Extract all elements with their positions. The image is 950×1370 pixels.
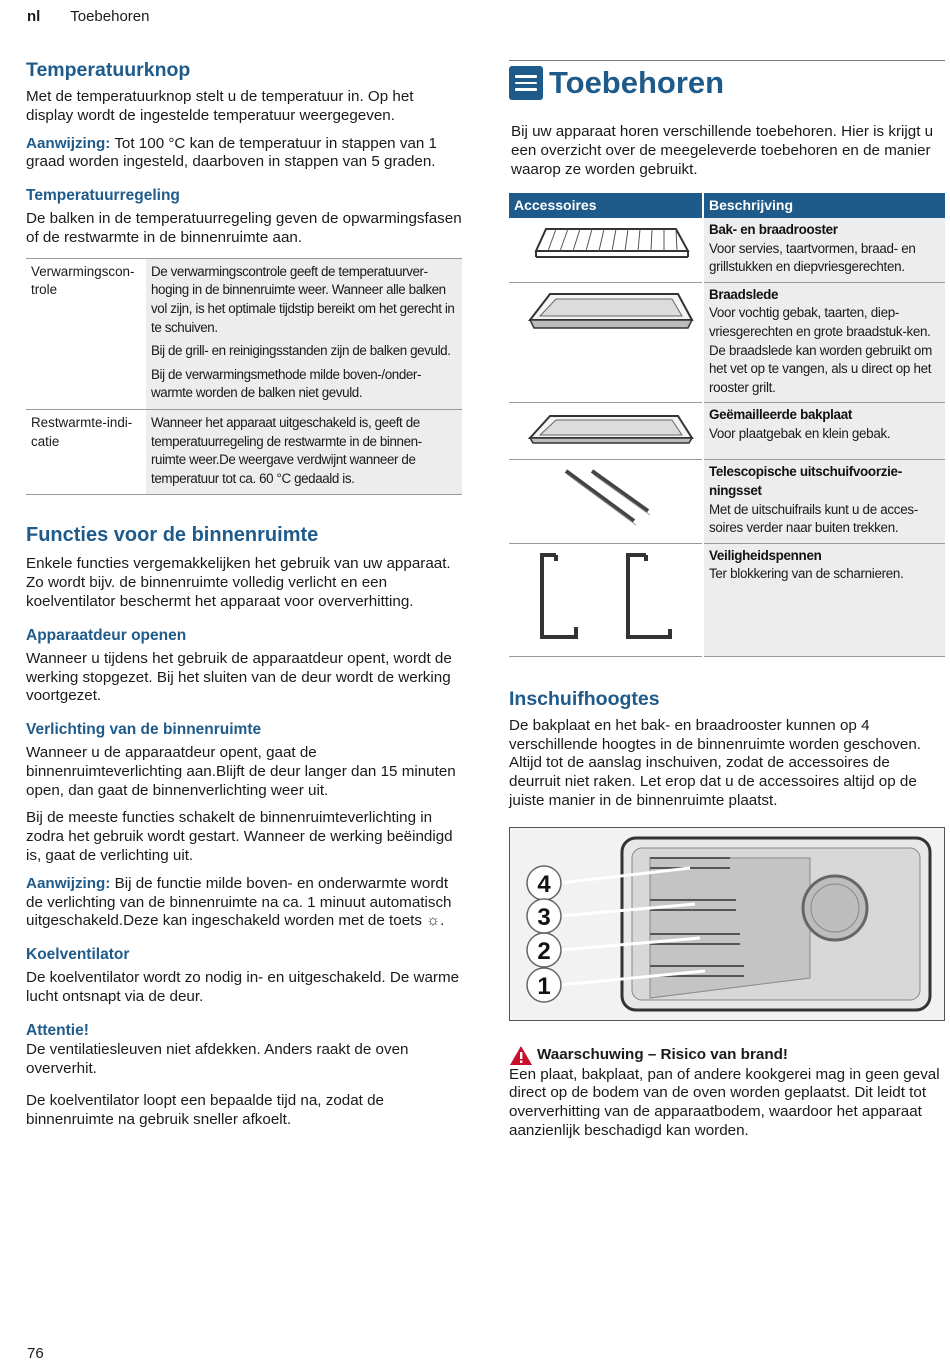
table-paragraph: Wanneer het apparaat uitgeschakeld is, geeft de temperatuurregeling de restwarmte in de binnen-ruimte weer.De weergave verdwijnt wanneer de temperatuur tot ca. 60 °C gedaald is. (151, 414, 422, 486)
table-row-desc (146, 258, 462, 409)
note-label: Aanwijzing: (26, 134, 111, 152)
temperature-regulation-table (26, 258, 462, 496)
warning-icon (509, 1045, 533, 1066)
table-row-label: Restwarmte-indi-catie (31, 414, 133, 449)
roasting-tray-icon (509, 282, 703, 403)
functions-text: Enkele functies vergemakkelijken het gebruik van uw apparaat. Zo wordt bijv. de binnenruimte volledig verlicht en een koelventilator beschermt het apparaat voor oververhitting. (26, 555, 451, 610)
left-column (26, 58, 462, 1139)
table-paragraph: Bij de verwarmingsmethode milde boven-/onder-warmte worden de balken niet gevuld. (151, 366, 422, 401)
warning-text: Een plaat, bakplaat, pan of andere kookgerei mag in geen geval direct op de bodem van de oven worden geplaatst. Dit leidt tot oververhitting van de apparaatbodem, waardoor het apparaat aanzienlijk beschadigd kan worden. (509, 1065, 940, 1140)
page-header (27, 8, 149, 27)
accessory-name: Braadslede (709, 286, 779, 302)
table-row (26, 409, 462, 494)
accessory-description (703, 218, 945, 282)
header-section: Toebehoren (70, 8, 150, 25)
chapter-title: Toebehoren (549, 65, 725, 100)
door-title: Apparaatdeur openen (26, 626, 187, 644)
table-row-label: Verwarmingscon-trole (31, 263, 135, 298)
light-text-2: Bij de meeste functies schakelt de binnenruimteverlichting in zodra het gebruik wordt gestart. Wanneer de werking beëindigd is, gaat de verlichting uit. (26, 809, 453, 865)
accessory-text: Voor vochtig gebak, taarten, diep-vriesgerechten en grote braadstuk-ken. De braadslede kan worden gebruikt om het vet op te vangen, als u direct op het rooster grilt. (709, 305, 932, 395)
column-header-accessories: Accessoires (509, 193, 703, 218)
fan-after-text: De koelventilator loopt een bepaalde tijd na, zodat de binnenruimte na gebruik sneller afkoelt. (26, 1092, 385, 1129)
accessory-name: Telescopische uitschuifvoorzie-ningsset (709, 464, 902, 498)
note-label: Aanwijzing: (26, 874, 111, 892)
attention-text: De ventilatiesleuven niet afdekken. Anders raakt de oven oververhit. (26, 1040, 409, 1077)
fan-text: De koelventilator wordt zo nodig in- en uitgeschakeld. De warme lucht ontsnapt via de deur. (26, 969, 460, 1006)
accessory-description (703, 282, 945, 403)
door-text: Wanneer u tijdens het gebruik de apparaatdeur opent, wordt de werking stopgezet. Bij het sluiten van de deur wordt de werking voortgezet. (26, 649, 452, 705)
light-title: Verlichting van de binnenruimte (26, 721, 262, 739)
level-label: 3 (537, 903, 551, 931)
accessory-name: Veiligheidspennen (709, 547, 822, 563)
accessory-name: Bak- en braadrooster (709, 221, 838, 237)
accessory-text: Voor servies, taartvormen, braad- en grillstukken en diepvriesgerechten. (709, 240, 916, 275)
telescopic-rails-icon (509, 460, 703, 543)
attention-title: Attentie! (26, 1021, 89, 1039)
chapter-icon (509, 66, 543, 100)
heights-title: Inschuifhoogtes (509, 687, 660, 710)
page-number: 76 (27, 1345, 44, 1362)
accessory-row (509, 218, 945, 282)
temp-reg-title: Temperatuurregeling (26, 187, 180, 205)
accessories-intro: Bij uw apparaat horen verschillende toebehoren. Hier is krijgt u een overzicht over de meegeleverde toebehoren en de manier waarop ze worden gebruikt. (511, 123, 934, 178)
temp-knob-note (26, 135, 462, 173)
accessories-table (509, 193, 945, 656)
warning-title-row (509, 1045, 945, 1066)
accessory-description (703, 403, 945, 460)
accessory-row (509, 403, 945, 460)
note-text: Bij de functie milde boven- en onderwarmte wordt de verlichting van de binnenruimte na ca. 1 minuut automatisch uitgeschakeld.Deze kan ingeschakeld worden met de toets ☼. (26, 874, 452, 930)
language-code: nl (27, 8, 41, 25)
temp-knob-title: Temperatuurknop (26, 59, 191, 81)
accessory-row (509, 282, 945, 403)
table-row-desc (146, 409, 462, 494)
accessory-text: Voor plaatgebak en klein gebak. (709, 425, 891, 441)
temp-knob-text: Met de temperatuurknop stelt u de temperatuur in. Op het display wordt de ingestelde temperatuur weergegeven. (26, 88, 414, 124)
oven-rack-levels-illustration (509, 827, 945, 1021)
accessory-text: Met de uitschuifrails kunt u de acces-soires verder naar buiten trekken. (709, 501, 918, 536)
safety-pins-icon (509, 543, 703, 656)
column-header-description: Beschrijving (703, 193, 945, 218)
accessory-description (703, 543, 945, 656)
light-note (26, 875, 462, 931)
baking-sheet-icon (509, 403, 703, 460)
level-label: 2 (537, 937, 551, 965)
accessory-row (509, 543, 945, 656)
accessory-text: Ter blokkering van de scharnieren. (709, 566, 904, 582)
table-row (26, 258, 462, 409)
accessory-description (703, 460, 945, 543)
light-text-1: Wanneer u de apparaatdeur opent, gaat de binnenruimteverlichting aan.Blijft de deur langer dan 15 minuten open, dan gaat de binnenverlichting weer uit. (26, 744, 456, 799)
level-label: 1 (537, 972, 551, 1000)
note-text: Tot 100 °C kan de temperatuur in stappen van 1 graad worden ingesteld, daarboven in stappen van 5 graden. (26, 134, 438, 171)
functions-title: Functies voor de binnenruimte (26, 524, 319, 547)
rack-icon (509, 218, 703, 282)
table-paragraph: Bij de grill- en reinigingsstanden zijn de balken gevuld. (151, 343, 451, 359)
chapter-title-row (509, 60, 945, 101)
accessory-row (509, 460, 945, 543)
accessory-name: Geëmailleerde bakplaat (709, 407, 853, 423)
heights-text: De bakplaat en het bak- en braadrooster kunnen op 4 verschillende hoogtes in de binnenruimte worden geschoven. Altijd tot de aanslag inschuiven, zodat de accessoires de deurruit niet raken. Let erop dat u de accessoires altijd op de juiste manier in de binnenruimte plaatst. (509, 716, 922, 809)
warning-title: Waarschuwing – Risico van brand! (537, 1045, 788, 1063)
level-label: 4 (537, 870, 551, 898)
temp-reg-text: De balken in de temperatuurregeling geven de opwarmingsfasen of de restwarmte in de binnenruimte aan. (26, 210, 462, 246)
right-column (509, 60, 945, 1150)
table-paragraph: De verwarmingscontrole geeft de temperatuurver-hoging in de binnenruimte weer. Wanneer alle balken vol zijn, is het optimale tijdstip bereikt om het gerecht in te schuiven. (151, 263, 455, 335)
fan-title: Koelventilator (26, 946, 130, 964)
